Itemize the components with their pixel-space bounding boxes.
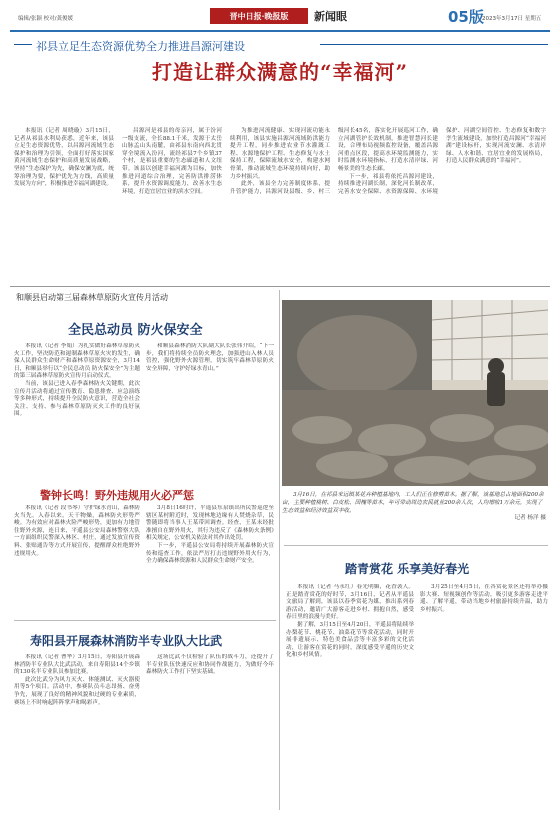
column-divider — [279, 290, 280, 810]
article-paragraph: 此次比武分为风力灭火、体能测试、灭火器使用等5个项目。活动中，参赛队员斗志昂扬、奋勇争先，展现了良好的精神风貌和过硬的专业素质，赛场上不时响起阵阵掌声和喝彩声。 — [14, 676, 140, 706]
article-paragraph: 据了解，3月15日至4月20日，平遥县将陆续举办梨花节、桃花节、油菜花节等赏花活动，同时开展非遗展示、特色美食品尝等丰富多彩的文化活动，让游客在赏花的同时，深度感受平遥的历史文化和乡村风情。 — [286, 621, 414, 659]
article-paragraph: 下一步，平遥县公安局将持续开展森林防火宣传和巡查工作，依法严厉打击违规野外用火行为，全力确保森林资源和人民群众生命财产安全。 — [146, 542, 274, 565]
article-a-body-right — [146, 343, 274, 481]
page-number: 05版 — [448, 8, 484, 26]
kicker-line-right — [320, 44, 548, 45]
masthead-rule — [10, 30, 550, 32]
photo-caption — [282, 492, 546, 523]
article-paragraph: 3月8日16时许，平遥县东泉镇出所民警巡逻至辖区某村附近时，发现林地边缘有人焚烧杂草，民警随即将当事人王某带回调查。经查，王某未经批准擅自在野外用火，其行为违反了《森林防火条例》相关规定，公安机关依法对其作出处罚。 — [146, 505, 274, 542]
article-paragraph: 3月25日至4月5日，在各赏花景区还将举办摄影大赛、短视频创作等活动，吸引更多游客走进平遥、了解平遥，带动当地乡村旅游持续升温，助力乡村振兴。 — [420, 584, 548, 613]
article-title-competition: 寿阳县开展森林消防半专业队大比武 — [30, 634, 223, 648]
article-title-spring-outing: 踏青赏花 乐享美好春光 — [345, 562, 470, 576]
article-a-body-left — [14, 343, 140, 481]
section-divider — [10, 286, 550, 287]
news-photo — [282, 300, 548, 486]
article-title-fire-warning: 警钟长鸣！野外违规用火必严惩 — [40, 489, 194, 502]
article-c-body-left — [14, 654, 140, 810]
lead-paragraph: 为推进河流健康、实现河流功能永续利用，该县实施昌源河流域防洪能力提升工程，同步推进农业节水灌溉工程、水源地保护工程、生态修复与水土保持工程，保障流域水安全，构建水网骨架，推动流域生态环境持续向好，助力乡村振兴。 — [230, 128, 330, 180]
editor-credits: 编辑/张颖 校对/龚俊媛 — [18, 16, 73, 22]
kicker-line-left — [14, 44, 32, 45]
article-paragraph: 本报讯（记者 段书琴）守护绿水青山，森林防火当先。入春以来，天干物燥，森林防火形势严峻。为有效应对森林火险严峻形势，更加有力地管住野外火源，连日来，平遥县公安局森林警察大队一方面组织民警深入林区、村庄，通过发放宣传资料、张贴通告等方式开展宣传，提醒群众杜绝野外违规用火。 — [14, 505, 140, 557]
article-paragraph: 本报讯（记者 曹华）3月15日，寿阳县开展森林消防半专业队大比武活动，来自寿阳县14个乡镇的130名半专业队员参加比赛。 — [14, 654, 140, 676]
article-c-body-right — [146, 654, 274, 810]
article-d-body-left — [286, 584, 414, 810]
greenhouse-photo-illustration — [282, 300, 548, 486]
article-paragraph: 和顺县森林消防大队副大队长张伟介绍，“下一步，我们将持续全员防火理念，加强进山入林人员管控，强化野外火源管理，切实筑牢森林草原防火安全屏障，守护好绿水青山。” — [146, 343, 274, 372]
issue-date: 2023年3月17日 星期五 — [482, 16, 542, 22]
article-b-body-left — [14, 505, 140, 615]
article-b-body-right — [146, 505, 274, 615]
article-divider — [14, 620, 276, 621]
newspaper-logo: 晋中日报·晚报版 — [210, 8, 308, 24]
article-paragraph: 这场比武不仅检验了队伍的战斗力，还提升了半专业队伍快速反应和协同作战能力，为做好今年森林防火工作打下坚实基础。 — [146, 654, 274, 676]
article-d-body-right — [420, 584, 548, 810]
caption-text: 3月16日，在祁县来远镇某花卉种植基地内，工人们正在修剪苗木。据了解，该基地总占地面积200余亩，主要种植桃树、白皮松、国槐等苗木，年可带动周边农民就业200余人次，人均增收1万余元，实现了生态效益和经济效益双丰收。 — [282, 492, 544, 514]
article-paragraph: 当前，该县已进入春季森林防火关键期，此次宣传月活动将通过宣传教育、隐患排查、应急演练等多种形式，持续提升全民防火意识，营造全社会关注、支持、参与森林草原防灭火工作的良好氛围。 — [14, 380, 140, 418]
section-name: 新闻眼 — [314, 10, 347, 23]
lead-headline: 打造让群众满意的“幸福河” — [151, 60, 408, 84]
section2-kicker: 和顺县启动第三届森林草原防火宣传月活动 — [16, 293, 168, 302]
article-paragraph: 本报讯（记者 马永红）春光明媚，花香袭人。正是踏青赏花的好时节，3月16日，记者从平遥县文旅局了解到，该县以春季赏花为媒，推出系列春游活动，邀请广大游客走进乡村、拥抱自然，感受春日里的浪漫与美好。 — [286, 584, 414, 621]
article-paragraph: 本报讯（记者 李娟）为扎实做好森林草原防灭火工作，坚决防范和遏制森林草原火灾的发生，确保人民群众生命财产和森林草原资源安全，3月14日，和顺县举行以“全民总动员 防火保安全”为主题的第三届森林草原防火宣传月启动仪式。 — [14, 343, 140, 380]
article-title-fire-prevention: 全民总动员 防火保安全 — [68, 323, 203, 338]
lead-paragraph: 下一步，祁县将依托昌源河建设，持续推进河湖长制，深化河长制改革，完善水安全保障、水资源保障、水环境保护、河湖空间管控、生态修复和数字孪生流域建设，加快打造昌源河“幸福河湖”建设标杆，实现河流安澜、水清岸绿、人水和谐、宜居宜业的发展格局，打造人民群众满意的“幸福河”。 — [338, 128, 546, 195]
lead-kicker: 祁县立足生态资源优势全力推进昌源河建设 — [36, 40, 245, 53]
lead-paragraph: 此外，该县全力完善制度体系，提升管护能力，昌源河设县级、乡、村三级河长45名，落实化开展巡河工作，确立河湖管护长效机制，推进智慧河长建设，合理布局视频监控设备，覆盖昌源河重点区段，提高水环境监测能力，实时监测水环境指标，打造水清岸绿、河畅景美的生态长廊。 — [230, 128, 438, 195]
lead-article-body — [14, 128, 546, 278]
lead-paragraph: 昌源河是祁县的母亲河，属于汾河一级支流，全长88.1千米，发源于太岳山脉孟山头南麓，由祁县东南向西北贯穿全境流入汾河，流经祁县7个乡镇37个村，是祁县重要的生态廊道和人文纽带。该县以创建幸福河湖为目标，加快推进河道综合治理，完善防洪排涝体系，提升水资源调度能力，改善水生态环境，打造宜居宜业的滨水空间。 — [122, 128, 222, 195]
masthead — [10, 6, 550, 28]
lead-paragraph: 本报讯（记者 周晓璇）3月15日，记者从祁县水利局获悉，近年来，该县立足生态资源优势，以昌源河流域生态保护和治理为引领，全面打好落实国家黄河流域生态保护和高质量发展战略，坚持“生态保护为先，确保安澜为底，统筹治理为要，保护优先为方线，高质量发展为方向”，积极推进幸福河湖建设。 — [14, 128, 114, 188]
article-divider — [284, 545, 548, 546]
photo-credit: 记者 杨洋 摄 — [514, 515, 546, 522]
